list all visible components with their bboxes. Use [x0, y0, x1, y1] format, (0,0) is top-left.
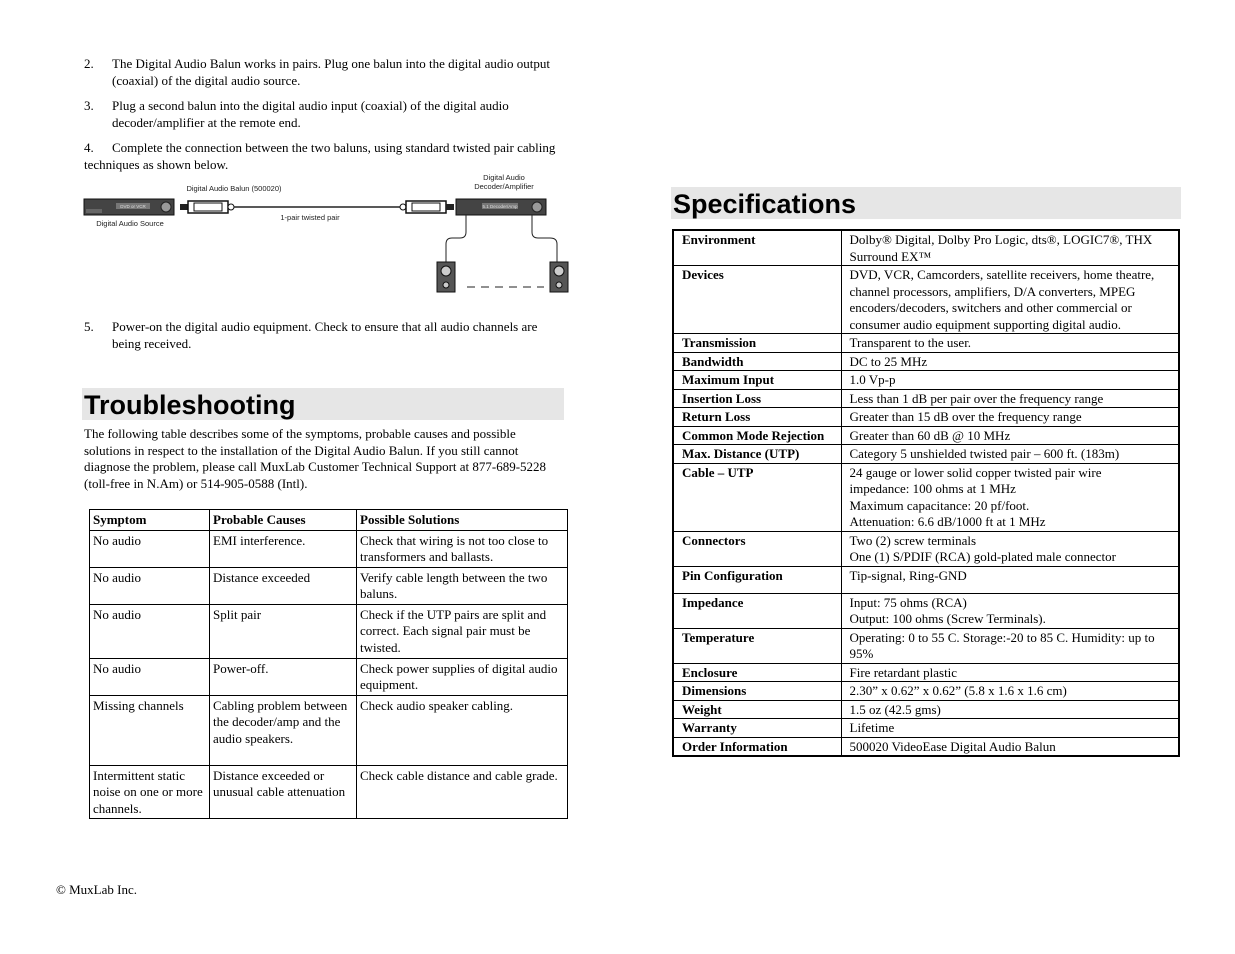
step-number: 2.	[84, 56, 94, 71]
speaker-wire-right	[532, 215, 557, 262]
table-row	[90, 604, 568, 658]
spec-key: Pin Configuration	[673, 566, 841, 593]
table-row	[90, 567, 568, 604]
spec-value: 2.30” x 0.62” x 0.62” (5.8 x 1.6 x 1.6 cm)	[841, 682, 1179, 701]
spec-key: Enclosure	[673, 663, 841, 682]
spec-key: Dimensions	[673, 682, 841, 701]
symptom-cell: No audio	[90, 530, 210, 567]
spec-value: DVD, VCR, Camcorders, satellite receivers, home theatre, channel processors, amplifiers, D/A converters, MPEG encoders/decoders, switchers and other commercial or consumer audio equipment supporting digital audio.	[841, 266, 1179, 334]
spec-key: Max. Distance (UTP)	[673, 445, 841, 464]
step-2	[84, 56, 564, 89]
cause-cell: EMI interference.	[210, 530, 357, 567]
spec-key: Environment	[673, 230, 841, 266]
spec-value: Category 5 unshielded twisted pair – 600 ft. (183m)	[841, 445, 1179, 464]
spec-row	[673, 593, 1179, 628]
symptom-cell: No audio	[90, 604, 210, 658]
spec-row	[673, 389, 1179, 408]
spec-value: Lifetime	[841, 719, 1179, 738]
spec-value: DC to 25 MHz	[841, 352, 1179, 371]
spec-row	[673, 531, 1179, 566]
table-row	[90, 765, 568, 819]
spec-row	[673, 663, 1179, 682]
spec-value: Operating: 0 to 55 C. Storage:-20 to 85 C. Humidity: up to 95%	[841, 628, 1179, 663]
digital-audio-source-device	[84, 199, 174, 215]
decoder-label-line1: Digital Audio	[483, 173, 525, 182]
spec-key: Connectors	[673, 531, 841, 566]
solution-cell: Check cable distance and cable grade.	[357, 765, 568, 819]
spec-value: Greater than 15 dB over the frequency range	[841, 408, 1179, 427]
connection-diagram	[82, 170, 574, 298]
spec-key: Common Mode Rejection	[673, 426, 841, 445]
copyright-footer: © MuxLab Inc.	[56, 882, 137, 897]
spec-row	[673, 426, 1179, 445]
spec-key: Weight	[673, 700, 841, 719]
spec-value: Dolby® Digital, Dolby Pro Logic, dts®, LOGIC7®, THX Surround EX™	[841, 230, 1179, 266]
spec-row	[673, 737, 1179, 756]
symptom-cell: No audio	[90, 658, 210, 695]
spec-row	[673, 463, 1179, 531]
spec-row	[673, 700, 1179, 719]
spec-key: Maximum Input	[673, 371, 841, 390]
step-5	[84, 319, 564, 352]
spec-row	[673, 408, 1179, 427]
troubleshooting-heading: Troubleshooting	[82, 388, 564, 420]
table-row	[90, 695, 568, 765]
spec-key: Impedance	[673, 593, 841, 628]
solution-cell: Check audio speaker cabling.	[357, 695, 568, 765]
spec-value: Fire retardant plastic	[841, 663, 1179, 682]
spec-value: 1.5 oz (42.5 gms)	[841, 700, 1179, 719]
decoder-amplifier-device	[456, 199, 546, 215]
step-number: 4.	[84, 140, 94, 155]
cause-cell: Distance exceeded or unusual cable attenuation	[210, 765, 357, 819]
balun-left	[180, 201, 234, 213]
speaker-right-icon	[550, 262, 568, 292]
solution-cell: Verify cable length between the two baluns.	[357, 567, 568, 604]
source-label: Digital Audio Source	[96, 219, 164, 228]
step-4	[84, 140, 559, 173]
troubleshooting-table	[89, 509, 568, 819]
specifications-heading: Specifications	[671, 187, 1181, 219]
spec-value: Tip-signal, Ring-GND	[841, 566, 1179, 593]
step-3	[84, 98, 564, 131]
step-text: Power-on the digital audio equipment. Check to ensure that all audio channels are being received.	[112, 319, 538, 351]
spec-row	[673, 352, 1179, 371]
troubleshooting-intro: The following table describes some of the symptoms, probable causes and possible solutions in respect to the installation of the Digital Audio Balun. If you still cannot diagnose the problem, please call MuxLab Customer Technical Support at 877-689-5228 (toll-free in N.Am) or 514-905-0588 (Intl).	[84, 426, 547, 491]
spec-row	[673, 445, 1179, 464]
spec-key: Temperature	[673, 628, 841, 663]
decoder-device-text: 5.1 Decoder/Amp	[482, 204, 518, 209]
spec-value: 1.0 Vp-p	[841, 371, 1179, 390]
balun-right	[400, 201, 454, 213]
spec-row	[673, 230, 1179, 266]
spec-row	[673, 719, 1179, 738]
speaker-left-icon	[437, 262, 455, 292]
cause-cell: Distance exceeded	[210, 567, 357, 604]
solution-cell: Check if the UTP pairs are split and correct. Each signal pair must be twisted.	[357, 604, 568, 658]
table-row	[90, 530, 568, 567]
solution-cell: Check that wiring is not too close to transformers and ballasts.	[357, 530, 568, 567]
header-cell: Possible Solutions	[357, 510, 568, 531]
spec-row	[673, 334, 1179, 353]
spec-value: 500020 VideoEase Digital Audio Balun	[841, 737, 1179, 756]
step-text: Complete the connection between the two baluns, using standard twisted pair cabling techniques as shown below.	[84, 140, 556, 172]
table-header-row	[90, 510, 568, 531]
spec-key: Warranty	[673, 719, 841, 738]
source-device-text: DVD or VCR	[120, 204, 146, 209]
spec-key: Return Loss	[673, 408, 841, 427]
spec-key: Transmission	[673, 334, 841, 353]
spec-value: 24 gauge or lower solid copper twisted pair wire impedance: 100 ohms at 1 MHz Maximum capacitance: 20 pf/foot. Attenuation: 6.6 dB/1000 ft at 1 MHz	[841, 463, 1179, 531]
spec-value: Input: 75 ohms (RCA) Output: 100 ohms (Screw Terminals).	[841, 593, 1179, 628]
spec-value: Less than 1 dB per pair over the frequency range	[841, 389, 1179, 408]
symptom-cell: Intermittent static noise on one or more channels.	[90, 765, 210, 819]
spec-row	[673, 682, 1179, 701]
specifications-table	[672, 229, 1180, 757]
step-number: 3.	[84, 98, 94, 113]
cause-cell: Split pair	[210, 604, 357, 658]
spec-key: Devices	[673, 266, 841, 334]
spec-row	[673, 628, 1179, 663]
solution-cell: Check power supplies of digital audio equipment.	[357, 658, 568, 695]
cable-label: 1-pair twisted pair	[280, 213, 340, 222]
spec-value: Greater than 60 dB @ 10 MHz	[841, 426, 1179, 445]
symptom-cell: No audio	[90, 567, 210, 604]
spec-key: Cable – UTP	[673, 463, 841, 531]
balun-label: Digital Audio Balun (500020)	[186, 184, 282, 193]
step-text: The Digital Audio Balun works in pairs. Plug one balun into the digital audio output (coaxial) of the digital audio source.	[112, 56, 550, 88]
header-cell: Probable Causes	[210, 510, 357, 531]
step-text: Plug a second balun into the digital audio input (coaxial) of the digital audio decoder/amplifier at the remote end.	[112, 98, 509, 130]
symptom-cell: Missing channels	[90, 695, 210, 765]
spec-key: Insertion Loss	[673, 389, 841, 408]
spec-row	[673, 266, 1179, 334]
decoder-label-line2: Decoder/Amplifier	[474, 182, 534, 191]
step-number: 5.	[84, 319, 94, 334]
cause-cell: Power-off.	[210, 658, 357, 695]
spec-key: Order Information	[673, 737, 841, 756]
spec-value: Transparent to the user.	[841, 334, 1179, 353]
table-row	[90, 658, 568, 695]
speaker-wire-left	[446, 215, 466, 262]
spec-value: Two (2) screw terminals One (1) S/PDIF (RCA) gold-plated male connector	[841, 531, 1179, 566]
spec-row	[673, 371, 1179, 390]
spec-row	[673, 566, 1179, 593]
cause-cell: Cabling problem between the decoder/amp and the audio speakers.	[210, 695, 357, 765]
header-cell: Symptom	[90, 510, 210, 531]
spec-key: Bandwidth	[673, 352, 841, 371]
